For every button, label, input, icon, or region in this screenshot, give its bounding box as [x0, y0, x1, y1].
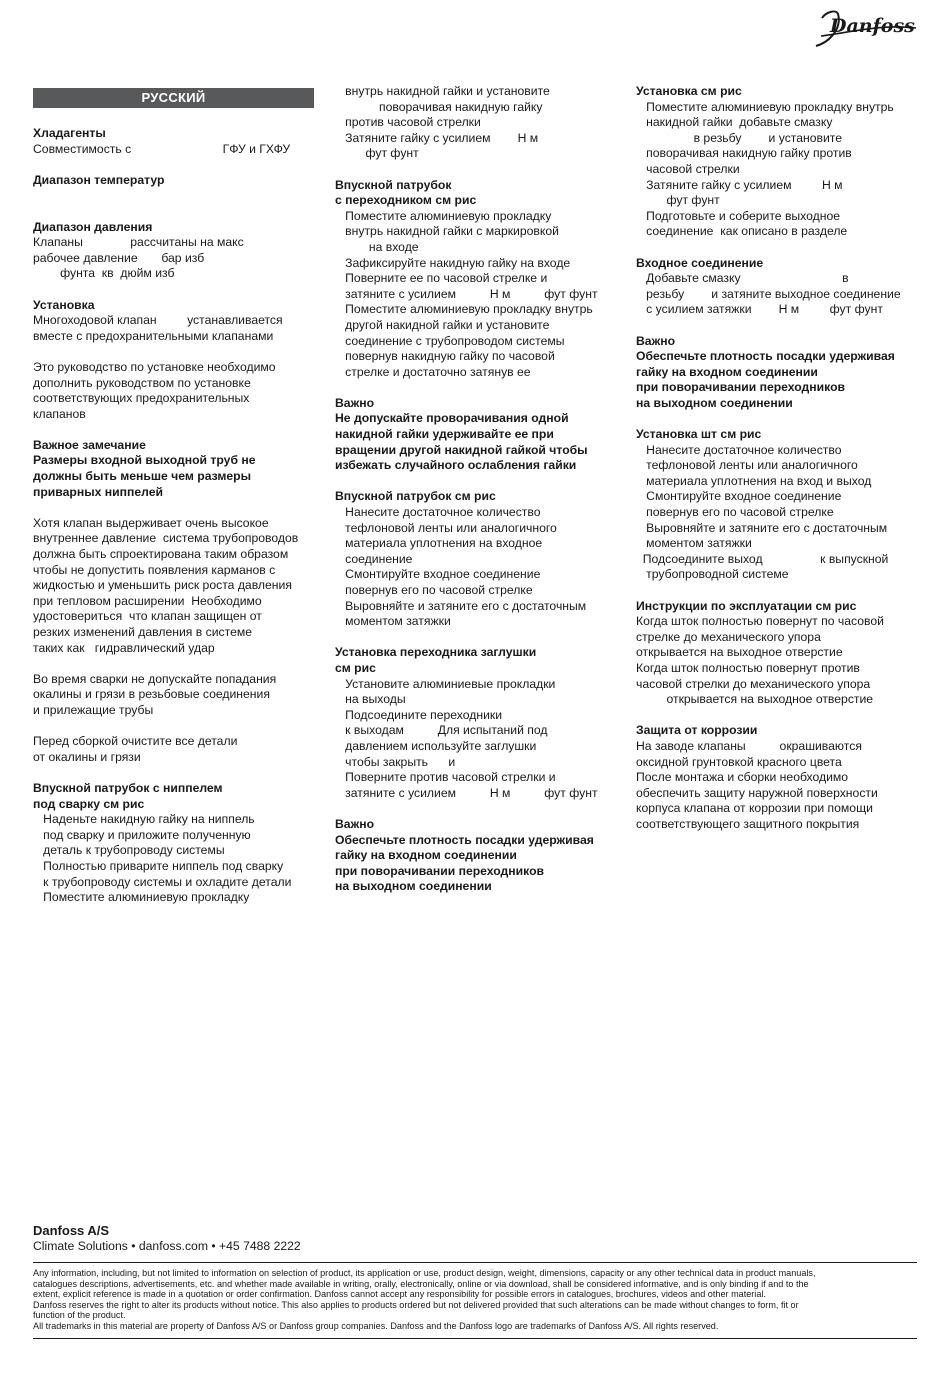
- body-text-line: соединение: [335, 551, 413, 566]
- body-text-line: вместе с предохранительными клапанами: [33, 328, 274, 343]
- company-contact: Climate Solutions • danfoss.com • +45 7488 2222: [33, 1239, 301, 1253]
- column-3: [636, 84, 926, 848]
- body-text-line: удостовериться что клапан защищен от: [33, 609, 262, 624]
- body-text-line: Подготовьте и соберите выходное: [636, 208, 841, 223]
- section-heading: накидной гайки удерживайте ее при: [335, 427, 554, 442]
- body-text-line: таких как гидравлический удар: [33, 640, 215, 655]
- section-heading: должны быть меньше чем размеры: [33, 469, 252, 484]
- body-text-line: открывается на выходное отверстие: [636, 692, 874, 707]
- body-text-line: жидкостью и уменьшить риск роста давления: [33, 578, 292, 593]
- body-text-line: Клапаны рассчитаны на макс: [33, 235, 244, 250]
- section-heading: под сварку см рис: [33, 796, 145, 811]
- section-heading: Установка см рис: [636, 84, 742, 98]
- instruction-section: [335, 817, 625, 895]
- body-text-line: Совместимость с ГФУ и ГХФУ: [33, 141, 291, 156]
- section-heading: Важно: [335, 816, 375, 831]
- instruction-section: [636, 84, 926, 240]
- body-text-line: Выровняйте и затяните его с достаточным: [335, 598, 587, 613]
- body-text-line: Поместите алюминиевую прокладку: [33, 890, 250, 905]
- section-heading: Важно: [636, 333, 676, 348]
- instruction-section: [33, 298, 319, 345]
- body-text-line: под сварку и приложите полученную: [33, 827, 251, 842]
- section-heading: Диапазон температур: [33, 172, 165, 187]
- section-heading: Диапазон давления: [33, 219, 153, 234]
- body-text-line: к выходам Для испытаний под: [335, 723, 548, 738]
- body-text-line: соответствующих предохранительных: [33, 391, 250, 406]
- body-text-line: Поместите алюминиевую прокладку внутрь: [636, 99, 894, 114]
- section-heading: Входное соединение: [636, 255, 764, 270]
- instruction-section: [335, 84, 625, 162]
- body-text-line: от окалины и грязи: [33, 749, 141, 764]
- body-text-line: должна быть спроектирована таким образом: [33, 547, 289, 562]
- disclaimer-line: extent, explicit reference is made in a quotation or order confirmation. Danfoss cannot accept any responsibility for possible errors in catalogues, brochures, videos and other material.: [33, 1289, 766, 1300]
- body-text-line: соединение как описано в разделе: [636, 224, 848, 239]
- body-text-line: Подсоедините выход к выпускной: [636, 551, 889, 566]
- instruction-section: [33, 516, 319, 656]
- section-heading: гайку на входном соединении: [335, 848, 517, 863]
- section-heading: при поворачивании переходников: [636, 380, 846, 395]
- body-text-line: Наденьте накидную гайку на ниппель: [33, 812, 255, 827]
- body-text-line: резьбу и затяните выходное соединение: [636, 286, 901, 301]
- instruction-section: [33, 126, 319, 157]
- body-text-line: при тепловом расширении Необходимо: [33, 593, 262, 608]
- body-text-line: внутрь накидной гайки с маркировкой: [335, 224, 559, 239]
- body-text-line: клапанов: [33, 406, 86, 421]
- instruction-section: [33, 173, 319, 204]
- body-text-line: моментом затяжки: [335, 614, 451, 629]
- body-text-line: Смонтируйте входное соединение: [335, 567, 541, 582]
- body-text-line: стрелке до механического упора: [636, 629, 821, 644]
- body-text-line: [33, 188, 319, 204]
- instruction-section: [335, 489, 625, 629]
- body-text-line: к трубопроводу системы и охладите детали: [33, 874, 292, 889]
- instruction-section: [335, 396, 625, 474]
- body-text-line: моментом затяжки: [636, 536, 752, 551]
- body-text-line: тефлоновой ленты или аналогичного: [335, 520, 557, 535]
- body-text-line: на выходы: [335, 692, 406, 707]
- body-text-line: Поместите алюминиевую прокладку внутрь: [335, 302, 593, 317]
- instruction-section: [33, 220, 319, 282]
- body-text-line: Подсоедините переходники: [335, 707, 503, 722]
- body-text-line: часовой стрелки до механического упора: [636, 676, 871, 691]
- body-text-line: соответствующего защитного покрытия: [636, 816, 860, 831]
- column-1: [33, 84, 319, 921]
- body-text-line: материала уплотнения на входное: [335, 536, 543, 551]
- disclaimer-line: function of the product.: [33, 1310, 126, 1321]
- body-text-line: фут фунт: [636, 193, 720, 208]
- disclaimer-line: All trademarks in this material are property of Danfoss A/S or Danfoss group companies. Danfoss and the Danfoss logo are trademarks of Danfoss A/S. All rights reserved.: [33, 1320, 719, 1331]
- body-text-line: Полностью приварите ниппель под сварку: [33, 858, 284, 873]
- body-text-line: оксидной грунтовкой красного цвета: [636, 754, 842, 769]
- body-text-line: После монтажа и сборки необходимо: [636, 770, 849, 785]
- body-text-line: Затяните гайку с усилием Н м: [335, 130, 539, 145]
- body-text-line: Хотя клапан выдерживает очень высокое: [33, 515, 269, 530]
- instruction-section: [33, 438, 319, 500]
- body-text-line: против часовой стрелки: [335, 115, 481, 130]
- footer: [33, 1222, 917, 1339]
- body-text-line: затяните с усилием Н м фут фунт: [335, 785, 598, 800]
- body-text-line: деталь к трубопроводу системы: [33, 843, 225, 858]
- body-text-line: часовой стрелки: [636, 161, 740, 176]
- body-text-line: открывается на выходное отверстие: [636, 645, 843, 660]
- body-text-line: Когда шток полностью повернут против: [636, 660, 860, 675]
- body-text-line: резких изменений давления в системе: [33, 625, 253, 639]
- language-label: РУССКИЙ: [33, 88, 314, 108]
- section-heading: Важное замечание: [33, 437, 146, 452]
- body-text-line: Когда шток полностью повернут по часовой: [636, 614, 884, 629]
- column-2: [335, 84, 625, 910]
- company-name: Danfoss A/S: [33, 1223, 110, 1238]
- instruction-section: [335, 645, 625, 801]
- danfoss-logo: [812, 6, 920, 48]
- body-text-line: корпуса клапана от коррозии при помощи: [636, 801, 873, 816]
- body-text-line: на входе: [335, 239, 419, 254]
- instruction-section: [33, 734, 319, 765]
- instruction-section: [33, 360, 319, 422]
- section-heading: на выходном соединении: [636, 395, 793, 410]
- footer-divider-bottom: [33, 1338, 917, 1339]
- body-text-line: Нанесите достаточное количество: [335, 505, 541, 520]
- body-text-line: Нанесите достаточное количество: [636, 442, 842, 457]
- instruction-section: [636, 427, 926, 583]
- body-text-line: в резьбу и установите: [636, 130, 843, 145]
- section-heading: Установка шт см рис: [636, 427, 762, 442]
- body-text-line: материала уплотнения на вход и выход: [636, 473, 872, 488]
- body-text-line: фут фунт: [335, 146, 419, 161]
- body-text-line: повернув накидную гайку по часовой: [335, 349, 555, 364]
- instruction-section: [636, 256, 926, 318]
- body-text-line: внутреннее давление система трубопроводов: [33, 531, 299, 546]
- body-text-line: Перед сборкой очистите все детали: [33, 734, 238, 749]
- body-text-line: и прилежащие трубы: [33, 702, 154, 717]
- section-heading: Хладагенты: [33, 126, 106, 140]
- body-text-line: Во время сварки не допускайте попадания: [33, 671, 277, 686]
- instruction-section: [636, 599, 926, 708]
- disclaimer-line: Danfoss reserves the right to alter its products without notice. This also applies to products ordered but not delivered provided that such alterations can be made without changes to form, fit or: [33, 1299, 799, 1310]
- body-text-line: Это руководство по установке необходимо: [33, 359, 276, 374]
- body-text-line: с усилием затяжки Н м фут фунт: [636, 302, 883, 317]
- body-text-line: Поместите алюминиевую прокладку: [335, 208, 552, 223]
- section-heading: с переходником см рис: [335, 193, 477, 208]
- body-text-line: стрелке и достаточно затянув ее: [335, 364, 531, 379]
- section-heading: Обеспечьте плотность посадки удерживая: [335, 832, 594, 847]
- body-text-line: Затяните гайку с усилием Н м: [636, 177, 843, 192]
- body-text-line: чтобы закрыть и: [335, 754, 456, 769]
- section-heading: Инструкции по эксплуатации см рис: [636, 598, 857, 613]
- instruction-section: [636, 723, 926, 832]
- body-text-line: Многоходовой клапан устанавливается: [33, 313, 283, 328]
- body-text-line: обеспечить защиту наружной поверхности: [636, 785, 878, 800]
- body-text-line: Смонтируйте входное соединение: [636, 489, 842, 504]
- body-text-line: повернув его по часовой стрелке: [335, 583, 533, 597]
- section-heading: Впускной патрубок с ниппелем: [33, 780, 223, 795]
- body-text-line: трубопроводной системе: [636, 567, 789, 582]
- section-heading: Важно: [335, 395, 375, 410]
- body-text-line: окалины и грязи в резьбовые соединения: [33, 687, 270, 702]
- body-text-line: накидной гайки добавьте смазку: [636, 115, 833, 130]
- instruction-section: [335, 178, 625, 381]
- section-heading: избежать случайного ослабления гайки: [335, 458, 577, 473]
- legal-disclaimer: [33, 1263, 917, 1338]
- body-text-line: тефлоновой ленты или аналогичного: [636, 458, 858, 473]
- body-text-line: рабочее давление бар изб: [33, 250, 205, 265]
- section-heading: на выходном соединении: [335, 879, 492, 894]
- section-heading: приварных ниппелей: [33, 484, 163, 499]
- instruction-section: [33, 672, 319, 719]
- body-text-line: Установите алюминиевые прокладки: [335, 676, 556, 691]
- section-heading: Обеспечьте плотность посадки удерживая: [636, 349, 895, 364]
- section-heading: гайку на входном соединении: [636, 364, 818, 379]
- body-text-line: поворачивая накидную гайку: [335, 99, 543, 114]
- section-heading: Впускной патрубок: [335, 177, 452, 192]
- instruction-section: [33, 781, 319, 906]
- body-text-line: другой накидной гайки и установите: [335, 317, 550, 332]
- section-heading: Впускной патрубок см рис: [335, 489, 496, 504]
- body-text-line: поворачивая накидную гайку против: [636, 146, 852, 161]
- body-text-line: фунта кв дюйм изб: [33, 266, 175, 281]
- section-heading: Не допускайте проворачивания одной: [335, 411, 569, 426]
- body-text-line: Поверните против часовой стрелки и: [335, 770, 556, 785]
- section-heading: см рис: [335, 660, 376, 675]
- body-text-line: чтобы не допустить появления карманов с: [33, 562, 276, 577]
- disclaimer-line: Any information, including, but not limited to information on selection of product, its application or use, product design, weight, dimensions, capacity or any other technical data in product manuals,: [33, 1268, 816, 1278]
- section-heading: Установка: [33, 297, 95, 312]
- body-text-line: давлением используйте заглушки: [335, 738, 537, 753]
- body-text-line: Добавьте смазку в: [636, 271, 849, 286]
- section-heading: Защита от коррозии: [636, 723, 758, 738]
- body-text-line: Зафиксируйте накидную гайку на входе: [335, 255, 571, 270]
- body-text-line: дополнить руководством по установке: [33, 375, 251, 390]
- disclaimer-line: catalogues descriptions, advertisements, etc. and whether made available in writing, orally, electronically, online or via download, shall be considered informative, and is only binding if and to the: [33, 1278, 809, 1289]
- section-heading: Размеры входной выходной труб не: [33, 453, 256, 468]
- body-text-line: повернув его по часовой стрелке: [636, 505, 834, 520]
- body-text-line: внутрь накидной гайки и установите: [335, 84, 550, 98]
- danfoss-logo-text: Danfoss: [830, 15, 915, 37]
- section-heading: Установка переходника заглушки: [335, 645, 537, 660]
- body-text-line: затяните с усилием Н м фут фунт: [335, 286, 598, 301]
- section-heading: при поворачивании переходников: [335, 863, 545, 878]
- body-text-line: На заводе клапаны окрашиваются: [636, 738, 862, 753]
- body-text-line: соединение с трубопроводом системы: [335, 333, 565, 348]
- section-heading: вращении другой накидной гайкой чтобы: [335, 442, 588, 457]
- body-text-line: Поверните ее по часовой стрелке и: [335, 271, 548, 286]
- body-text-line: Выровняйте и затяните его с достаточным: [636, 520, 888, 535]
- instruction-section: [636, 334, 926, 412]
